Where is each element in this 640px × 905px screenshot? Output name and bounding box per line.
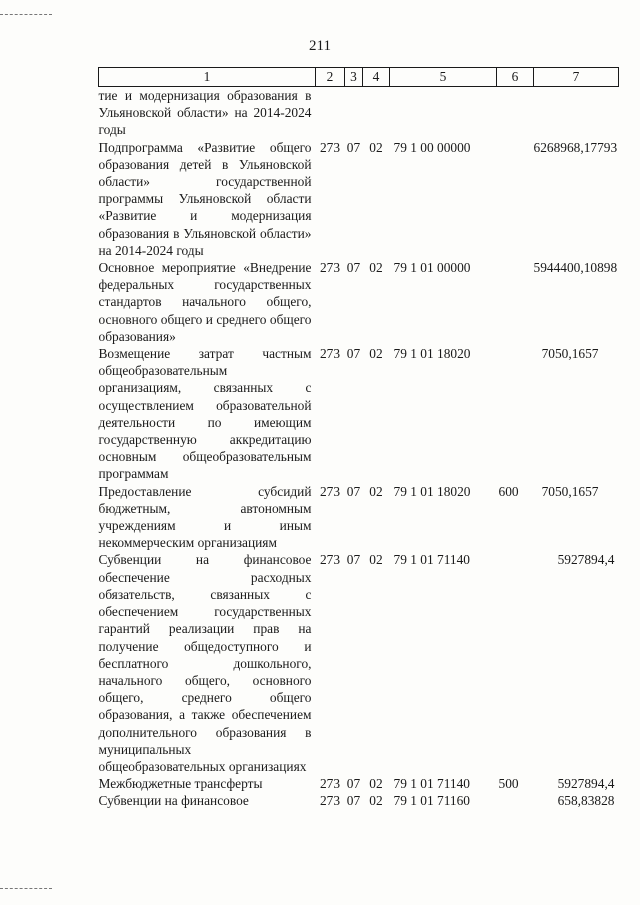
row-section: 07 bbox=[346, 139, 361, 155]
row-name: Основное мероприятие «Внедрение федеральных государственных стандартов начального общего, основного общего и среднего общего образования» bbox=[98, 260, 312, 344]
row-subsection bbox=[363, 87, 390, 139]
row-name: Возмещение затрат частным общеобразовательным организациям, связанных с осуществлением образовательной деятельности по имеющим государственную аккредитацию основным общеобразовательным программам bbox=[98, 346, 312, 482]
row-csr: 79 1 01 71140 bbox=[393, 552, 470, 568]
row-sum: 5944400,10898 bbox=[533, 260, 618, 276]
row-name: Межбюджетные трансферты bbox=[98, 776, 263, 792]
row-sum: 7050,1657 bbox=[541, 483, 599, 499]
header-col-6: 6 bbox=[497, 68, 534, 87]
page-number: 211 bbox=[309, 38, 331, 54]
row-subsection: 02 bbox=[369, 346, 383, 362]
row-vr: 500 bbox=[498, 776, 519, 792]
row-subsection: 02 bbox=[369, 483, 383, 499]
row-subsection: 02 bbox=[369, 139, 383, 155]
row-subsection: 02 bbox=[369, 552, 383, 568]
row-name: Субвенции на финансовое обеспечение расходных обязательств, связанных с обеспечением государственных гарантий реализации прав на получение общедоступного и бесплатного дошкольного, начального общего, основного общего, среднего общего образования, а также обеспечением дополнительного образования в муниципальных общеобразовательных организациях bbox=[98, 552, 312, 774]
row-sum: 5927894,4 bbox=[557, 552, 615, 568]
table-row bbox=[99, 483, 619, 552]
row-name: Подпрограмма «Развитие общего образования детей в Ульяновской области» государственной программы Ульяновской области «Развитие и модернизация образования в Ульяновской области» на 2014-2024 годы bbox=[98, 139, 312, 258]
table-row bbox=[99, 775, 619, 792]
row-vr: 600 bbox=[498, 483, 519, 499]
budget-table bbox=[98, 67, 619, 810]
scan-margin-mark-bottom bbox=[0, 888, 52, 891]
row-section: 07 bbox=[346, 346, 361, 362]
table-row bbox=[99, 259, 619, 345]
row-ministry: 273 bbox=[319, 260, 341, 276]
row-ministry: 273 bbox=[319, 483, 341, 499]
row-subsection: 02 bbox=[369, 776, 383, 792]
row-ministry: 273 bbox=[319, 776, 341, 792]
row-vr bbox=[497, 345, 534, 483]
header-col-5: 5 bbox=[390, 68, 497, 87]
header-col-4: 4 bbox=[363, 68, 390, 87]
row-csr: 79 1 01 18020 bbox=[393, 346, 471, 362]
row-subsection: 02 bbox=[369, 793, 383, 809]
row-ministry bbox=[316, 87, 345, 139]
row-csr bbox=[390, 87, 497, 139]
row-ministry: 273 bbox=[319, 139, 341, 155]
row-name: Субвенции на финансовое bbox=[98, 793, 249, 809]
row-name: Предоставление субсидий бюджетным, автономным учреждениям и иным некоммерческим организациям bbox=[98, 483, 312, 551]
row-vr bbox=[497, 792, 534, 809]
row-section: 07 bbox=[346, 793, 361, 809]
table-row bbox=[99, 792, 619, 809]
row-csr: 79 1 01 18020 bbox=[393, 483, 471, 499]
row-sum: 658,83828 bbox=[557, 793, 615, 809]
row-sum bbox=[534, 87, 619, 139]
row-sum: 7050,1657 bbox=[541, 346, 599, 362]
header-row bbox=[99, 68, 619, 87]
row-section: 07 bbox=[346, 483, 361, 499]
row-sum: 5927894,4 bbox=[557, 776, 615, 792]
row-csr: 79 1 01 71140 bbox=[393, 776, 470, 792]
table-row bbox=[99, 551, 619, 775]
row-section: 07 bbox=[346, 552, 361, 568]
row-csr: 79 1 01 00000 bbox=[393, 260, 471, 276]
row-csr: 79 1 01 71160 bbox=[393, 793, 470, 809]
row-vr bbox=[497, 87, 534, 139]
table-row bbox=[99, 139, 619, 259]
table-row bbox=[99, 345, 619, 483]
row-subsection: 02 bbox=[369, 260, 383, 276]
row-section bbox=[345, 87, 363, 139]
row-vr bbox=[497, 139, 534, 259]
row-section: 07 bbox=[346, 260, 361, 276]
row-vr bbox=[497, 259, 534, 345]
header-col-1: 1 bbox=[99, 68, 316, 87]
header-col-3: 3 bbox=[345, 68, 363, 87]
row-name: тие и модернизация образования в Ульяновской области» на 2014-2024 годы bbox=[98, 88, 312, 138]
table-row bbox=[99, 87, 619, 139]
row-sum: 6268968,17793 bbox=[533, 139, 618, 155]
row-ministry: 273 bbox=[319, 552, 341, 568]
row-ministry: 273 bbox=[319, 346, 341, 362]
row-section: 07 bbox=[346, 776, 361, 792]
row-vr bbox=[497, 551, 534, 775]
header-col-2: 2 bbox=[316, 68, 345, 87]
row-ministry: 273 bbox=[319, 793, 341, 809]
header-col-7: 7 bbox=[534, 68, 619, 87]
scan-margin-mark-top bbox=[0, 14, 52, 17]
row-csr: 79 1 00 00000 bbox=[393, 139, 471, 155]
